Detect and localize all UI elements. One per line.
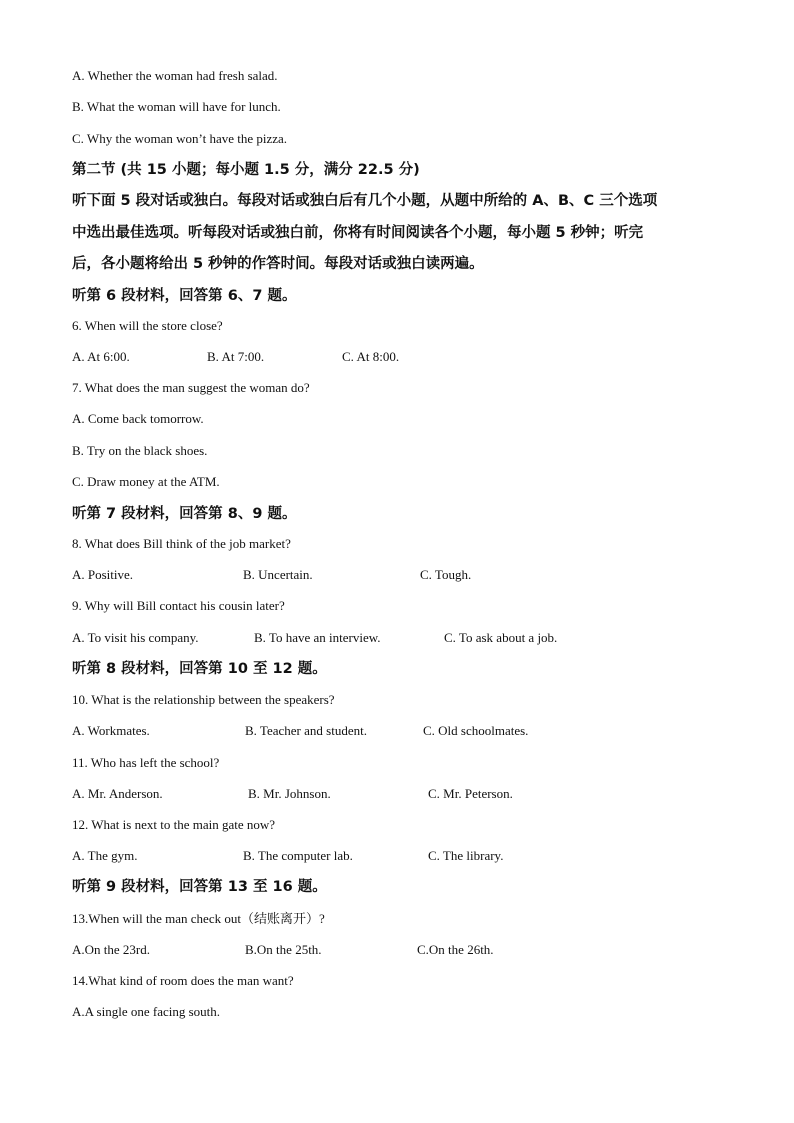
- q10-option-c: C. Old schoolmates.: [423, 723, 529, 738]
- q13-option-c: C.On the 26th.: [417, 942, 494, 957]
- question-13: 13.When will the man check out（结账离开）?: [72, 911, 325, 926]
- q12-option-c: C. The library.: [428, 848, 504, 863]
- material-9-heading: 听第 9 段材料，回答第 13 至 16 题。: [72, 879, 327, 895]
- q7-option-c: C. Draw money at the ATM.: [72, 474, 220, 489]
- question-7: 7. What does the man suggest the woman do?: [72, 380, 310, 395]
- q8-option-c: C. Tough.: [420, 567, 472, 582]
- q8-option-a: A. Positive.: [72, 567, 134, 582]
- q10-option-b: B. Teacher and student.: [245, 723, 367, 738]
- q6-option-c: C. At 8:00.: [342, 349, 400, 364]
- q11-option-b: B. Mr. Johnson.: [248, 786, 331, 801]
- q8-option-b: B. Uncertain.: [243, 567, 313, 582]
- material-8-heading: 听第 8 段材料，回答第 10 至 12 题。: [72, 661, 327, 677]
- question-6: 6. When will the store close?: [72, 318, 223, 333]
- q14-option-a: A.A single one facing south.: [72, 1004, 221, 1019]
- q6-option-a: A. At 6:00.: [72, 349, 130, 364]
- question-11: 11. Who has left the school?: [72, 755, 220, 770]
- option-c-why: C. Why the woman won’t have the pizza.: [72, 131, 288, 146]
- question-9: 9. Why will Bill contact his cousin later?: [72, 598, 285, 613]
- question-8: 8. What does Bill think of the job market?: [72, 536, 291, 551]
- option-b-what: B. What the woman will have for lunch.: [72, 99, 281, 114]
- q11-option-a: A. Mr. Anderson.: [72, 786, 163, 801]
- q11-option-c: C. Mr. Peterson.: [428, 786, 513, 801]
- q13-option-b: B.On the 25th.: [245, 942, 322, 957]
- q6-option-b: B. At 7:00.: [207, 349, 265, 364]
- section-title: 第二节 (共 15 小题；每小题 1.5 分，满分 22.5 分): [72, 162, 420, 178]
- q7-option-b: B. Try on the black shoes.: [72, 443, 208, 458]
- q12-option-b: B. The computer lab.: [243, 848, 353, 863]
- material-7-heading: 听第 7 段材料，回答第 8、9 题。: [72, 506, 297, 522]
- q9-option-b: B. To have an interview.: [254, 630, 381, 645]
- question-12: 12. What is next to the main gate now?: [72, 817, 276, 832]
- option-a-whether: A. Whether the woman had fresh salad.: [72, 68, 278, 83]
- q13-option-a: A.On the 23rd.: [72, 942, 150, 957]
- instruction-line-3: 后，各小题将给出 5 秒钟的作答时间。每段对话或独白读两遍。: [72, 256, 484, 272]
- q12-option-a: A. The gym.: [72, 848, 138, 863]
- q9-option-c: C. To ask about a job.: [444, 630, 558, 645]
- q9-option-a: A. To visit his company.: [72, 630, 199, 645]
- q7-option-a: A. Come back tomorrow.: [72, 411, 204, 426]
- question-10: 10. What is the relationship between the speakers?: [72, 692, 335, 707]
- material-6-heading: 听第 6 段材料，回答第 6、7 题。: [72, 288, 297, 304]
- instruction-line-1: 听下面 5 段对话或独白。每段对话或独白后有几个小题，从题中所给的 A、B、C 三个选项: [72, 193, 658, 209]
- question-14: 14.What kind of room does the man want?: [72, 973, 294, 988]
- q10-option-a: A. Workmates.: [72, 723, 150, 738]
- instruction-line-2: 中选出最佳选项。听每段对话或独白前，你将有时间阅读各个小题，每小题 5 秒钟；听完: [72, 225, 644, 241]
